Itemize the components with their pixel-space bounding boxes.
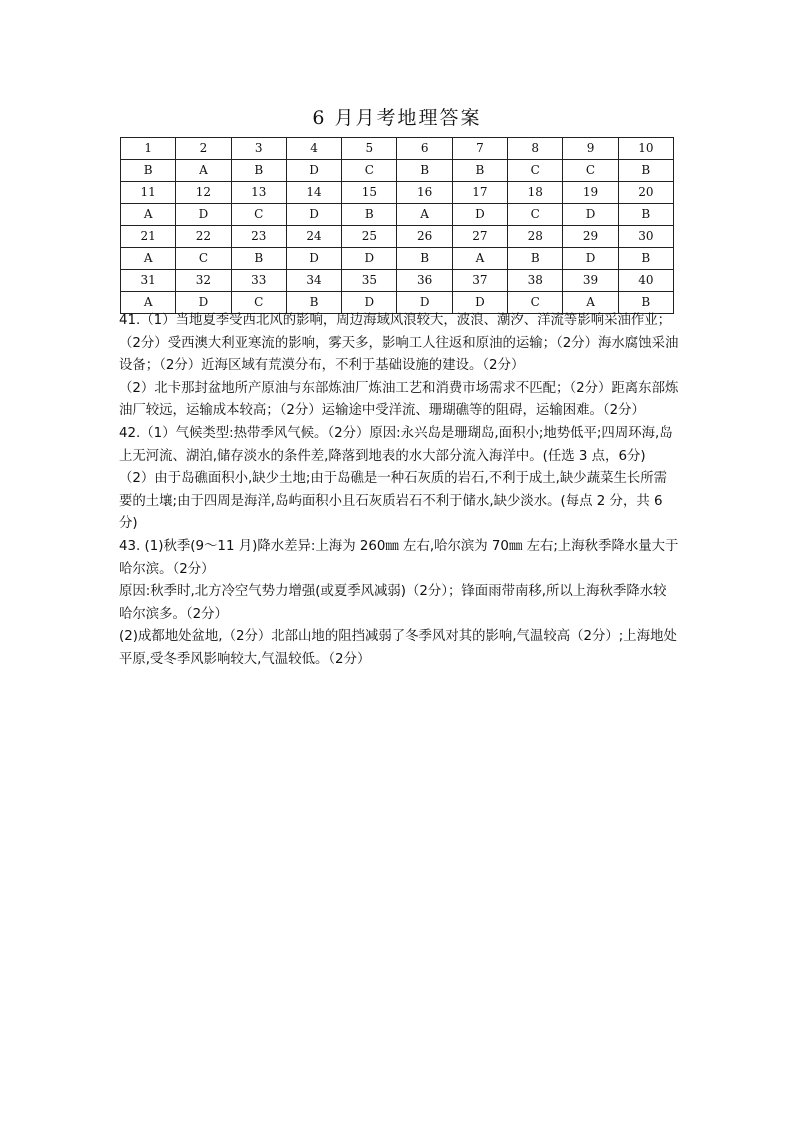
question-number-cell: 23 [231,226,286,248]
answer-cell: C [231,292,286,314]
answer-cell: B [397,160,452,182]
answer-cell: D [286,160,341,182]
answer-42-part-1: 42.（1）气候类型:热带季风气候。（2分）原因:永兴岛是珊瑚岛,面积小;地势低平;四周环海,岛上无河流、湖泊,储存淡水的条件差,降落到地表的水大部分流入海洋中。(任选 3 点，6分) [119,425,673,464]
answer-cell: B [121,160,176,182]
answer-cell: C [563,160,618,182]
answer-cell: D [342,248,397,270]
answer-cell: C [342,160,397,182]
question-number-cell: 10 [618,138,673,160]
question-number-cell: 32 [176,270,231,292]
answer-43-part-1: 43. (1)秋季(9～11 月)降水差异:上海为 260㎜ 左右,哈尔滨为 70㎜ 左右;上海秋季降水量大于哈尔滨。（2分） [119,538,679,577]
answer-cell: B [618,160,673,182]
question-number-cell: 33 [231,270,286,292]
question-number-cell: 21 [121,226,176,248]
question-number-cell: 24 [286,226,341,248]
question-number-cell: 6 [397,138,452,160]
question-number-cell: 26 [397,226,452,248]
question-number-row [121,138,674,160]
question-number-cell: 34 [286,270,341,292]
question-number-cell: 15 [342,182,397,204]
answer-cell: B [342,204,397,226]
page-title: 6 月月考地理答案 [312,107,482,129]
question-number-cell: 16 [397,182,452,204]
question-number-cell: 1 [121,138,176,160]
answer-cell: D [286,248,341,270]
question-number-cell: 18 [508,182,563,204]
question-number-cell: 31 [121,270,176,292]
question-number-cell: 39 [563,270,618,292]
answer-cell: D [342,292,397,314]
answer-cell: A [397,204,452,226]
question-number-cell: 20 [618,182,673,204]
answer-cell: B [397,248,452,270]
question-number-cell: 12 [176,182,231,204]
question-number-cell: 3 [231,138,286,160]
answer-cell: B [618,292,673,314]
answer-cell: D [563,204,618,226]
answer-cell: A [563,292,618,314]
answer-row [121,204,674,226]
question-number-cell: 36 [397,270,452,292]
answer-cell: B [452,160,507,182]
question-number-cell: 19 [563,182,618,204]
answer-cell: C [176,248,231,270]
question-number-cell: 37 [452,270,507,292]
answer-cell: D [176,204,231,226]
question-number-cell: 30 [618,226,673,248]
question-number-cell: 8 [508,138,563,160]
question-number-cell: 38 [508,270,563,292]
answer-41-part-2: （2）北卡那封盆地所产原油与东部炼油厂炼油工艺和消费市场需求不匹配；（2分）距离东部炼油厂较远，运输成本较高；（2分）运输途中受洋流、珊瑚礁等的阻碍，运输困难。（2分） [119,380,679,419]
answers-section [119,310,679,672]
answer-cell: A [121,248,176,270]
question-number-cell: 14 [286,182,341,204]
question-number-row [121,182,674,204]
question-number-cell: 7 [452,138,507,160]
question-number-cell: 35 [342,270,397,292]
question-number-cell: 11 [121,182,176,204]
answer-cell: B [508,248,563,270]
question-number-row [121,270,674,292]
answer-table-body [121,138,674,314]
answer-43-part-2: (2)成都地处盆地,（2分）北部山地的阻挡减弱了冬季风对其的影响,气温较高（2分）;上海地处平原,受冬季风影响较大,气温较低。（2分） [119,629,677,667]
question-number-cell: 22 [176,226,231,248]
answer-cell: B [618,204,673,226]
answer-cell: D [176,292,231,314]
question-number-cell: 9 [563,138,618,160]
answer-cell: A [452,248,507,270]
answer-cell: A [121,292,176,314]
answer-cell: C [231,204,286,226]
answer-cell: D [563,248,618,270]
question-number-cell: 25 [342,226,397,248]
question-number-cell: 4 [286,138,341,160]
answer-cell: A [176,160,231,182]
answer-cell: D [452,204,507,226]
answer-cell: B [231,160,286,182]
answer-cell: C [508,160,563,182]
question-number-cell: 5 [342,138,397,160]
answer-table [120,137,674,314]
answer-cell: A [121,204,176,226]
question-number-cell: 17 [452,182,507,204]
question-number-cell: 2 [176,138,231,160]
answer-41-part-1: 41.（1）当地夏季受西北风的影响，周边海域风浪较大，波浪、潮汐、洋流等影响采油作业；（2分）受西澳大利亚寒流的影响，雾天多，影响工人往返和原油的运输；（2分）海水腐蚀采油设备；（2分）近海区域有荒漠分布，不利于基础设施的建设。（2分） [119,313,679,374]
answer-cell: D [286,204,341,226]
question-number-row [121,226,674,248]
question-number-cell: 13 [231,182,286,204]
answer-cell: D [452,292,507,314]
answer-cell: D [397,292,452,314]
answer-cell: B [231,248,286,270]
question-number-cell: 28 [508,226,563,248]
answer-42-part-2: （2）由于岛礁面积小,缺少土地;由于岛礁是一种石灰质的岩石,不利于成土,缺少蔬菜生长所需要的土壤;由于四周是海洋,岛屿面积小且石灰质岩石不利于储水,缺少淡水。(每点 2 分，共 6分) [119,471,668,532]
answer-cell: B [618,248,673,270]
answer-cell: C [508,204,563,226]
answer-row [121,248,674,270]
answer-43-reason: 原因:秋季时,北方冷空气势力增强(或夏季风减弱)（2分）；锋面雨带南移,所以上海秋季降水较哈尔滨多。（2分） [119,584,667,622]
question-number-cell: 40 [618,270,673,292]
answer-cell: C [508,292,563,314]
question-number-cell: 27 [452,226,507,248]
question-number-cell: 29 [563,226,618,248]
answer-row [121,160,674,182]
answer-cell: B [286,292,341,314]
